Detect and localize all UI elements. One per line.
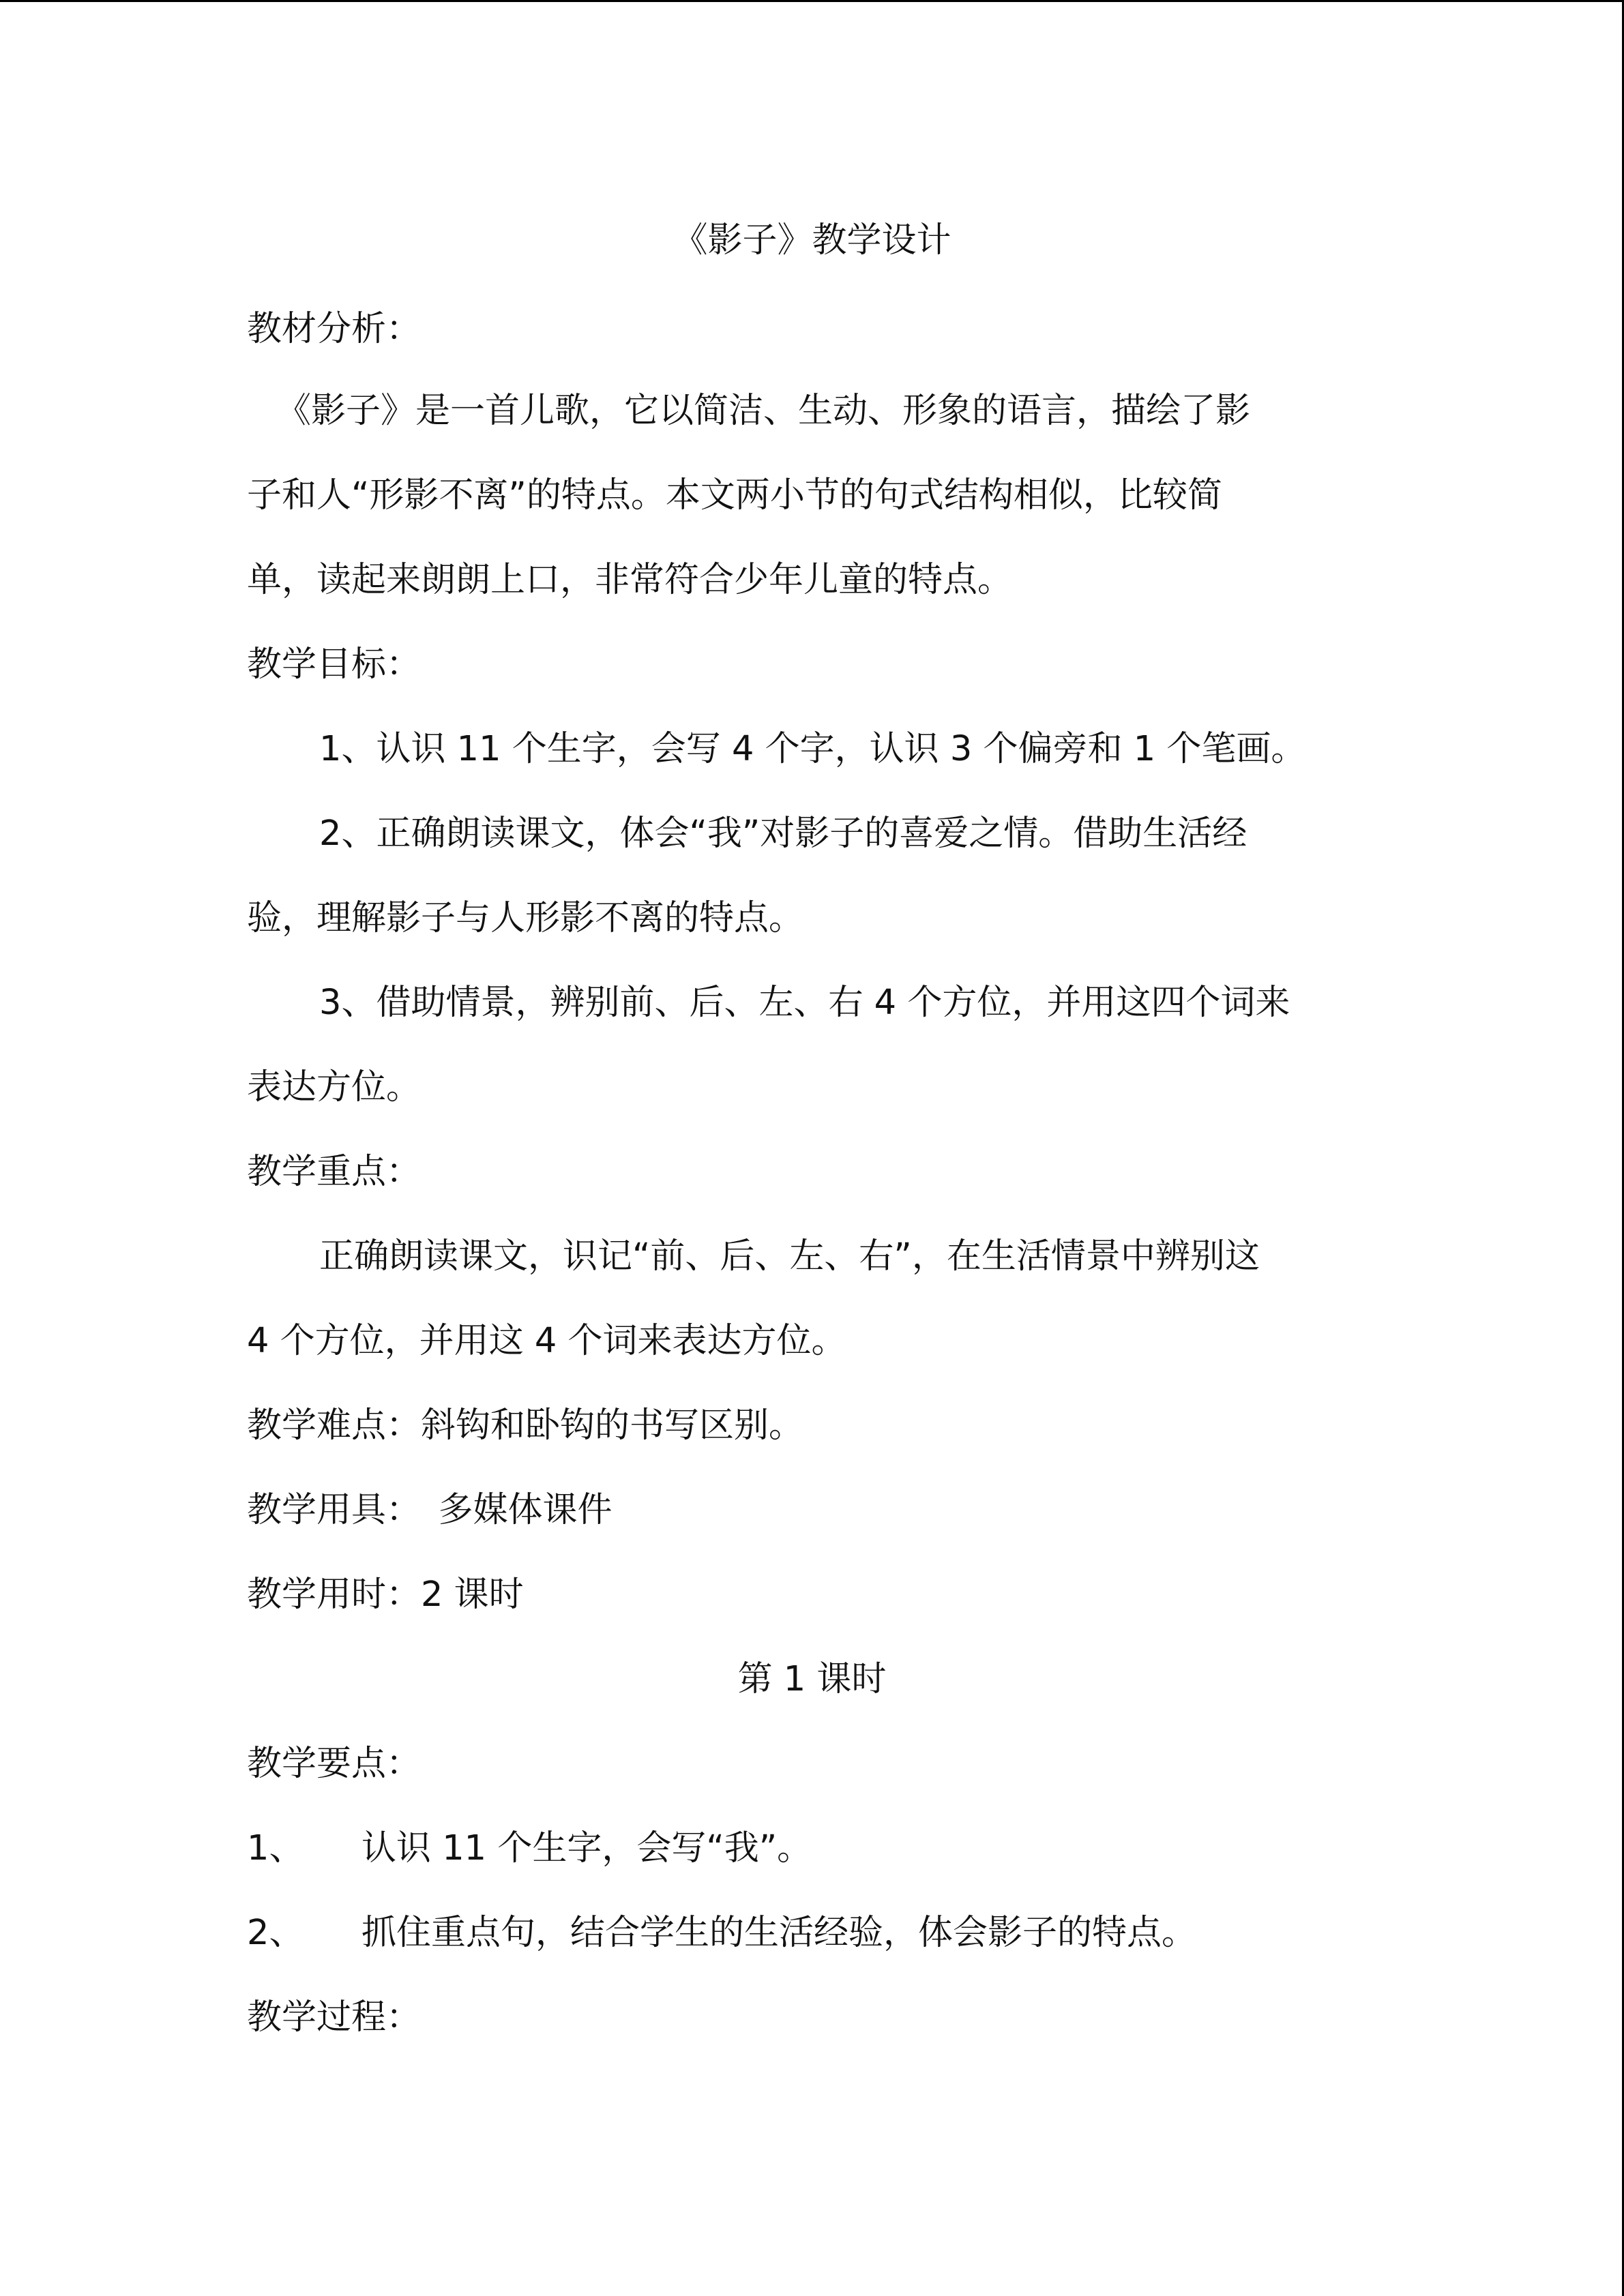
goal-3-line-1: 3、借助情景，辨别前、后、左、右 4 个方位，并用这四个词来: [319, 983, 1290, 1023]
point-2-number: 2、: [247, 1913, 304, 1953]
goal-1: 1、认识 11 个生字，会写 4 个字，认识 3 个偏旁和 1 个笔画。: [319, 729, 1306, 769]
material-line-3: 单，读起来朗朗上口，非常符合少年儿童的特点。: [247, 560, 1013, 600]
point-2-text: 抓住重点句，结合学生的生活经验，体会影子的特点。: [361, 1913, 1197, 1953]
point-2: [247, 1911, 1379, 1955]
point-1: [247, 1827, 1379, 1870]
point-1-number: 1、: [247, 1828, 304, 1868]
key-line-2: 4 个方位，并用这 4 个词来表达方位。: [247, 1321, 846, 1361]
time-line: 教学用时：2 课时: [247, 1575, 524, 1615]
key-heading: 教学重点：: [247, 1152, 422, 1192]
process-heading: 教学过程：: [247, 1997, 422, 2038]
point-1-text: 认识 11 个生字，会写“我”。: [361, 1828, 812, 1868]
key-line-1: 正确朗读课文，识记“前、后、左、右”，在生活情景中辨别这: [319, 1236, 1260, 1277]
goal-2-line-2: 验，理解影子与人形影不离的特点。: [247, 898, 804, 938]
goal-3-line-2: 表达方位。: [247, 1067, 422, 1107]
difficulty-line: 教学难点：斜钩和卧钩的书写区别。: [247, 1405, 804, 1446]
material-line-1: 《影子》是一首儿歌，它以简洁、生动、形象的语言，描绘了影: [276, 391, 1251, 431]
goals-heading: 教学目标：: [247, 644, 422, 685]
points-heading: 教学要点：: [247, 1744, 422, 1784]
tools-line: 教学用具： 多媒体课件: [247, 1490, 612, 1530]
lesson-title: 第 1 课时: [737, 1659, 887, 1699]
document-title: 《影子》教学设计: [673, 220, 951, 260]
goal-2-line-1: 2、正确朗读课文，体会“我”对影子的喜爱之情。借助生活经: [319, 814, 1247, 854]
material-heading: 教材分析：: [247, 309, 422, 349]
material-line-2: 子和人“形影不离”的特点。本文两小节的句式结构相似，比较简: [247, 475, 1222, 516]
